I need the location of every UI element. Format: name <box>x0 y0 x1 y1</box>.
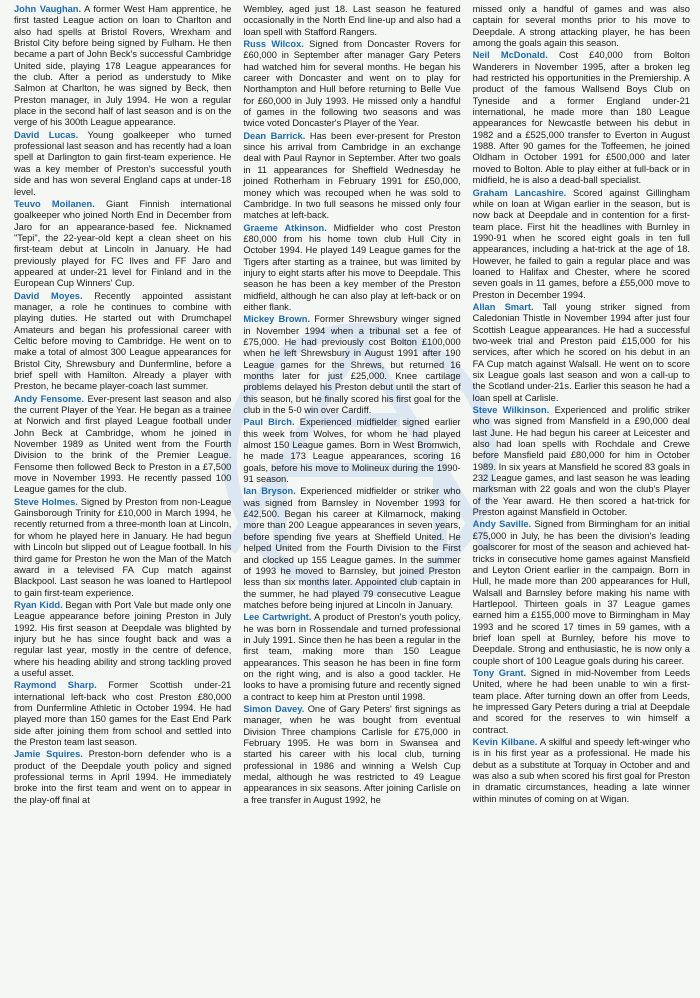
player-name: Simon Davey. <box>243 703 305 714</box>
player-name: Russ Wilcox. <box>243 39 304 50</box>
player-profile <box>473 668 690 736</box>
player-name: Kevin Kilbane. <box>472 737 538 747</box>
player-name: Dean Barrick. <box>243 130 306 141</box>
player-bio: Preston-born defender who is a product of the Deepdale youth policy and signed professional terms in April 1994. He immediately broke into the first team and went on to appear in the play-off final at <box>14 749 232 805</box>
player-bio: A product of Preston's youth policy, he was born in Rossendale and turned professional in July 1991. Since then he has been a regular in the first team, making more than 150 League appearances. This season he has been in fine form on the right wing, and is also a good tackler. He looks to have a promising future and recently signed a contract to keep him at Preston until 1998. <box>243 612 461 702</box>
player-bio: A skilful and speedy left-winger who is in his first year as a professional. He made his debut as a substitute at Torquay in October and and was also a sub when scored his first goal for Preston in dramatic circumstances, heading a late winner within minutes of coming on at Wigan. <box>472 737 690 804</box>
player-name: Ryan Kidd. <box>14 599 63 610</box>
player-profile <box>243 223 460 314</box>
player-profile <box>473 4 690 49</box>
player-name: Tony Grant. <box>472 667 527 678</box>
player-bio: Scored against Gillingham while on loan at Wigan earlier in the season, but is now back at Deepdale and in contention for a first-team place. First hit the headlines with Burnley in 1990-91 when he scored eight goals in ten full appearances, including a hat-trick at the age of 18. However, he failed to gain a regular place and was loaned to Halifax and Chester, where he scored seven goals in 11 games, before a £55,000 move to Preston in December 1994. <box>472 187 690 300</box>
player-bio: Experienced midfielder or striker who was signed from Barnsley in November 1993 for £42,500. Began his career at Kilmarnock, making more than 200 League appearances in seven years, before spending five years at Sheffield United. He helped United from the Fourth Division to the First and clocked up 155 League games. In the summer of 1993 he moved to Barnsley, but joined Preston less than six months later. Appointed club captain in the summer, he had played 79 consecutive League matches before being injured at Lincoln in January. <box>243 486 461 610</box>
player-name: David Lucas. <box>14 129 79 140</box>
player-profile <box>14 291 231 393</box>
player-name: Ian Bryson. <box>243 486 296 497</box>
player-name: Neil McDonald. <box>472 50 548 61</box>
player-bio: Cost £40,000 from Bolton Wanderers in November 1995, after a broken leg had restricted his opportunities in the Premiership. A product of the famous Wallsend Boys Club on Tyneside and a former England under-21 international, he made more than 180 League appearances for Newcastle between his debut in 1982 and a £525,000 transfer to Everton in August 1988. After 90 games for the Toffeemen, he joined Oldham in October 1991 for £500,000 and later moved to Bolton. Able to play either at full-back or in midfield, he is also a dead-ball specialist. <box>472 50 690 186</box>
player-profile <box>243 704 460 806</box>
player-profile <box>14 680 231 748</box>
player-bio: Began with Port Vale but made only one League appearance before joining Preston in July 1992. His first season at Deepdale was blighted by injury but he has since fought back and was a regular last year, mostly in the centre of defence, where his heading ability and strong tackling proved a useful asset. <box>14 599 232 678</box>
player-bio: One of Gary Peters' first signings as manager, when he was bought from eventual Division Three champions Carlisle for £75,000 in February 1995. He was born in Swansea and started his career with his local club, turning professional in 1986 and winning a Welsh Cup medal, although he was restricted to 49 League appearances in six seasons. After joining Carlisle on a free transfer in August 1992, he <box>243 703 461 805</box>
player-bio: Has been ever-present for Preston since his arrival from Cambridge in an exchange deal with Paul Raynor in September. After two goals in 11 appearances for Sheffield Wednesday he joined Rotherham in February 1991 for £50,000, money which was recouped when he was sold to Cambridge. In two full seasons he missed only four matches at left-back. <box>243 130 461 221</box>
player-profile <box>243 486 460 611</box>
player-profile <box>14 394 231 496</box>
player-name: Steve Holmes. <box>14 496 78 507</box>
player-bio: Signed by Preston from non-League Gainsborough Trinity for £10,000 in March 1994, he recently returned from a three-month loan at Lincoln, for whom he played here in January. He had begun with Lincoln but slipped out of League football. In his third game for Preston he won the Man of the Match award in a televised FA Cup match against Blackpool. Last season he was loaned to Hartlepool to gain first-team experience. <box>14 496 232 598</box>
player-profile <box>14 600 231 679</box>
player-name: Paul Birch. <box>243 417 295 428</box>
profile-column-3 <box>473 4 690 990</box>
player-bio: Wembley, aged just 18. Last season he featured occasionally in the North End line-up and also had a loan spell with Stafford Rangers. <box>243 4 461 37</box>
player-name: Graham Lancashire. <box>472 187 567 198</box>
player-profile <box>14 130 231 198</box>
player-bio: Signed from Birmingham for an initial £75,000 in July, he has been the division's leading goalscorer for most of the season and achieved hat-tricks in consecutive home games against Mansfield and Leyton Orient earlier in the campaign. Born in Hull, he made more than 200 appearances for Hull, Walsall and Barnsley before making his name with Hartlepool. Thirteen goals in 37 League games earned him a £155,000 move to Birmingham in May 1993 and he scored 17 times in 59 games, with a brief loan spell at Burnley, before his move to Deepdale. Strong and enthusiastic, he is now only a couple short of 100 League goals during his career. <box>472 519 690 666</box>
player-name: Teuvo Moilanen. <box>14 198 95 209</box>
player-bio: Giant Finnish international goalkeeper who joined North End in December from Jaro for an appearance-based fee. Nicknamed "Tepi", the 22-year-old kept a clean sheet on his first-team debut at Lincoln in January. He had previously played for FC Ilves and FF Jaro and appeared at under-21 level for Finland and in the European Cup Winners' Cup. <box>14 198 232 289</box>
player-bio: A former West Ham apprentice, he first tasted League action on loan to Charlton and also had spells at Bristol Rovers, Wrexham and Bristol City before being signed by Fulham. He then became a part of John Beck's successful Cambridge United side, playing 178 League appearances for the club. After a period as understudy to Mike Salmon at Charlton, he was signed by Beck, then Preston manager, in July 1994. He won a regular place in the second half of last season and is on the verge of his 300th League appearance. <box>14 4 232 128</box>
player-name: John Vaughan. <box>14 4 82 14</box>
player-profile <box>473 405 690 518</box>
player-profile <box>14 497 231 599</box>
player-profile <box>243 39 460 130</box>
player-name: Andy Fensome. <box>14 393 85 404</box>
player-name: Steve Wilkinson. <box>472 405 550 416</box>
player-bio: Recently appointed assistant manager, a role he continues to combine with playing duties. He started out with Drumchapel Amateurs and began his professional career with Celtic before moving to Cambridge. He went on to make a total of almost 300 League appearances for Bristol City, Shrewsbury and Dunfermline, before a brief spell with Hamilton. Already a player with Preston, he became player-coach last summer. <box>14 290 232 392</box>
player-profiles <box>14 4 690 990</box>
player-name: Allan Smart. <box>472 301 534 312</box>
player-profile <box>473 302 690 404</box>
player-bio: Signed in mid-November from Leeds United, where he had been unable to win a first-team place. After turning down an offer from Leeds, he impressed Gary Peters during a trial at Deepdale and scored for the reserves to win himself a contract. <box>472 667 690 735</box>
player-bio: Experienced and prolific striker who was signed from Mansfield in a £90,000 deal last June. He had begun his career at Leicester and also had loan spells with Rochdale and Crewe before Mansfield paid £80,000 for him in October 1989. In six years at Mansfield he scored 83 goals in 232 League games, and last season he was leading marksman with 22 goals and won the club's Player of the Year award. He then scored a hat-trick for Preston against Mansfield in October. <box>472 405 690 518</box>
player-bio: Experienced midfielder signed earlier this week from Wolves, for whom he had played almost 150 League games. Born in West Bromwich, he made 173 League appearances, scoring 16 goals, before his move to Molineux during the 1990-91 season. <box>243 417 461 485</box>
player-name: Andy Saville. <box>472 519 532 530</box>
player-profile <box>473 50 690 186</box>
player-bio: Tall young striker signed from Caledonian Thistle in November 1994 after just four Scottish League appearances. He had a successful two-week trial and Preston paid £15,000 for his services, after which he scored on his debut in an FA Cup match against Walsall. He went on to score six League goals last season and won a call-up to the Scotland under-21s. Earlier this season he had a loan spell at Carlisle. <box>472 301 690 403</box>
player-profile <box>473 737 690 805</box>
player-bio: Ever-present last season and also the current Player of the Year. He began as a trainee at Norwich and first played League football under John Beck at Cambridge, whom he joined in November 1989 as United went from the Fourth Division to the brink of the Premier League. Fensome then followed Beck to Preston in a £7,500 move in November 1993. He recently passed 100 League games for the club. <box>14 393 232 495</box>
player-name: Mickey Brown. <box>243 314 311 325</box>
player-profile <box>473 188 690 301</box>
player-name: Jamie Squires. <box>14 749 83 760</box>
player-name: Raymond Sharp. <box>14 680 97 691</box>
player-profile <box>473 519 690 666</box>
profile-column-1 <box>14 4 231 990</box>
player-name: Lee Cartwright. <box>243 612 312 623</box>
player-profile <box>14 4 231 129</box>
player-name: Graeme Atkinson. <box>243 222 327 233</box>
player-profile <box>14 749 231 806</box>
player-profile <box>243 131 460 222</box>
player-profile <box>243 612 460 703</box>
profile-column-2 <box>243 4 460 990</box>
player-profile <box>243 4 460 38</box>
player-profile <box>243 314 460 416</box>
player-bio: Former Shrewsbury winger signed in November 1994 when a tribunal set a fee of £75,000. He had previously cost Bolton £100,000 when he left Shrewsbury in August 1991 after 190 League games for the Shrews, but returned 16 months later for just £25,000. Knee cartilage problems delayed his Preston debut until the start of this season, but he finally scored his first goal for the club in the 5-0 win over Cardiff. <box>243 314 461 416</box>
player-bio: Former Scottish under-21 international left-back who cost Preston £80,000 from Dunfermline Athletic in October 1994. He had played more than 150 games for the East End Park side after joining them from school and settled into the Preston team last season. <box>14 680 232 747</box>
player-profile <box>14 199 231 290</box>
player-bio: Midfielder who cost Preston £80,000 from his home town club Hull City in October 1994. He played 149 League games for the Tigers after starting as a trainee, but was limited by injury to eight starts after his move to Deepdale. This season he has been a key member of the Preston midfield, although he can also play at left-back or on either flank. <box>243 222 461 312</box>
player-name: David Moyes. <box>14 290 83 301</box>
player-bio: Young goalkeeper who turned professional last season and has recently had a loan spell at Darlington to gain first-team experience. He was a key member of Preston's successful youth side and has won several England caps at under-18 level. <box>14 129 232 197</box>
player-bio: missed only a handful of games and was also captain for several months prior to his move to Deepdale. A strong attacking player, he has been among the goals again this season. <box>472 4 690 49</box>
player-bio: Signed from Doncaster Rovers for £60,000 in September after manager Gary Peters had watched him for several months. He began his career with Doncaster and went on to play for Northampton and Hull before returning to Belle Vue for £60,000 in July 1993. He missed only a handful of games in the following two seasons and was twice voted Doncaster's Player of the Year. <box>243 39 461 129</box>
player-profile <box>243 417 460 485</box>
